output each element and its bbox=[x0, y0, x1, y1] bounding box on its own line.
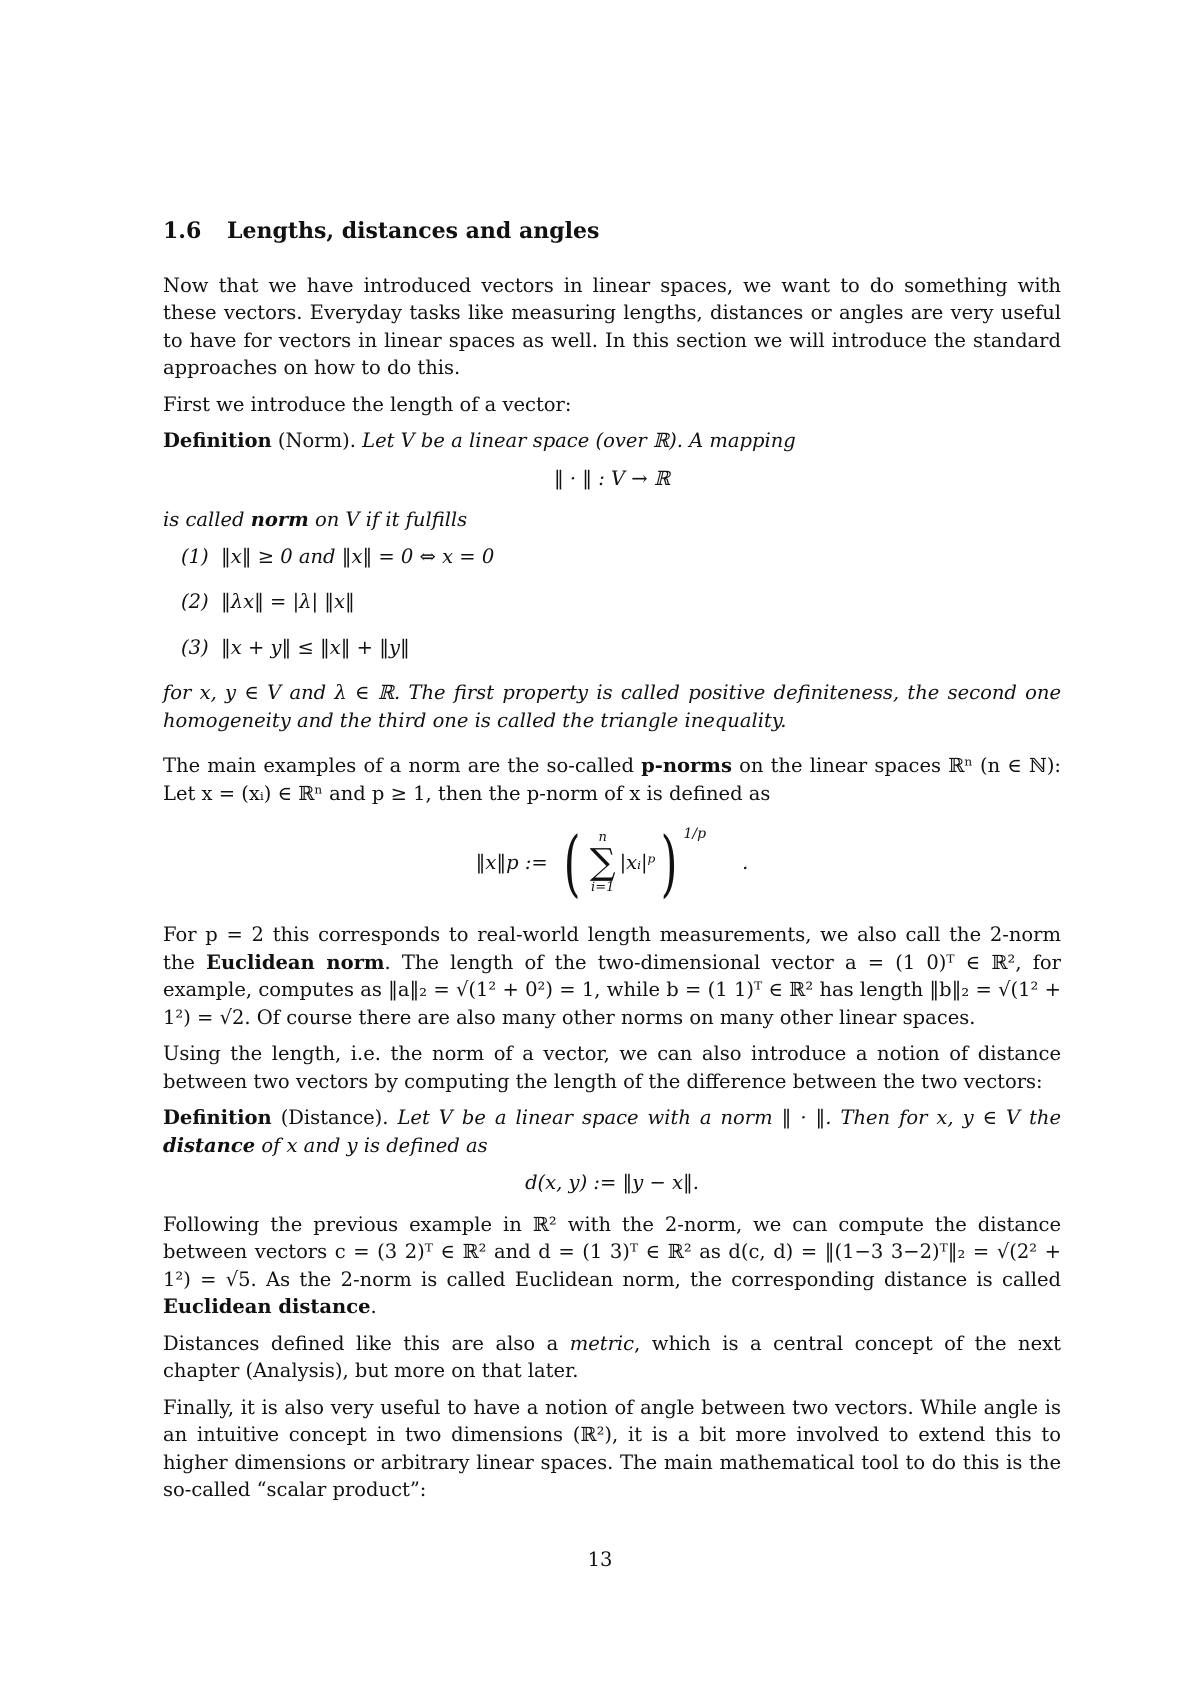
distance-formula: d(x, y) := ‖y − x‖. bbox=[525, 1171, 699, 1194]
euclidean-norm-term: Euclidean norm bbox=[206, 950, 385, 974]
definition-label: Definition bbox=[163, 1106, 272, 1129]
metric-text-1: Distances defined like this are also a bbox=[163, 1331, 570, 1355]
property-label: (2) bbox=[181, 590, 209, 613]
pnorm-lhs: ‖x‖p := bbox=[475, 851, 548, 875]
definition-body: Let V be a linear space (over ℝ). A mapping bbox=[362, 429, 796, 452]
metric-term: metric bbox=[569, 1331, 635, 1355]
pnorms-paragraph bbox=[163, 752, 1061, 807]
page-content bbox=[163, 218, 1061, 1513]
following-text-2: . bbox=[370, 1295, 377, 1318]
property-item bbox=[163, 543, 1061, 571]
norm-properties-list bbox=[163, 543, 1061, 662]
property-text: ‖λx‖ = |λ| ‖x‖ bbox=[221, 590, 355, 613]
section-title: Lengths, distances and angles bbox=[227, 218, 600, 244]
summand: |xᵢ|ᵖ bbox=[619, 851, 656, 875]
sum-upper-limit: n bbox=[598, 830, 607, 845]
pnorm-formula bbox=[163, 817, 1061, 909]
pnorms-term: p-norms bbox=[641, 754, 732, 777]
euclidean-distance-term: Euclidean distance bbox=[163, 1295, 371, 1318]
called-text-1: is called bbox=[163, 508, 251, 531]
distance-body-1: Let V be a linear space with a norm ‖ · ‖. Then for x, y ∈ V the bbox=[397, 1106, 1062, 1129]
euclidean-norm-paragraph bbox=[163, 921, 1061, 1031]
property-item bbox=[163, 634, 1061, 662]
distance-body-2: of x and y is defined as bbox=[255, 1133, 488, 1157]
definition-distance bbox=[163, 1104, 1061, 1159]
property-label: (1) bbox=[181, 544, 209, 568]
section-number: 1.6 bbox=[163, 218, 202, 244]
section-heading bbox=[163, 218, 1061, 246]
sum-operator bbox=[590, 830, 616, 896]
definition-label: Definition bbox=[163, 429, 272, 452]
intro-paragraph: Now that we have introduced vectors in linear spaces, we want to do something with these vectors. Everyday tasks like measuring lengths, distances or angles are very useful to have for vectors in linear spaces as well. In this section we will introduce the standard approaches on how to do this. bbox=[163, 273, 1061, 379]
property-label: (3) bbox=[181, 635, 209, 659]
euclid-text-1: For p = 2 this corresponds to real-world length measurements, we also call the 2-norm the bbox=[163, 923, 1061, 974]
angle-paragraph: Finally, it is also very useful to have a notion of angle between two vectors. While angle is an intuitive concept in two dimensions (ℝ²), it is a bit more involved to extend this to higher dimensions or arbitrary linear spaces. The main mathematical tool to do this is the so-called “scalar product”: bbox=[163, 1395, 1061, 1501]
pnorm-exponent: 1/p bbox=[683, 826, 707, 842]
norm-term: norm bbox=[250, 508, 309, 531]
property-text: ‖x‖ ≥ 0 and ‖x‖ = 0 ⇔ x = 0 bbox=[221, 544, 495, 568]
distance-term: distance bbox=[163, 1133, 256, 1157]
left-paren: ( bbox=[563, 821, 581, 905]
called-text-2: on V if it fulfills bbox=[308, 508, 468, 531]
property-item bbox=[163, 588, 1061, 616]
norm-called-line bbox=[163, 506, 1061, 534]
norm-mapping-formula: ‖ · ‖ : V → ℝ bbox=[553, 466, 671, 490]
first-paragraph: First we introduce the length of a vector: bbox=[163, 392, 572, 416]
metric-text-2: , which is a central concept of the next chapter (Analysis), but more on that later. bbox=[163, 1331, 1061, 1382]
metric-paragraph bbox=[163, 1330, 1061, 1385]
following-paragraph bbox=[163, 1211, 1061, 1321]
definition-name: (Norm). bbox=[277, 429, 356, 452]
formula-period: . bbox=[742, 851, 749, 875]
property-text: ‖x + y‖ ≤ ‖x‖ + ‖y‖ bbox=[221, 635, 410, 659]
norm-closing-text: for x, y ∈ V and λ ∈ ℝ. The first property is called positive definiteness, the second one homogeneity and the third one is called the triangle inequality. bbox=[163, 681, 1061, 732]
using-length-paragraph: Using the length, i.e. the norm of a vector, we can also introduce a notion of distance between two vectors by computing the length of the difference between the two vectors: bbox=[163, 1042, 1061, 1093]
pnorms-text-2: on the linear spaces ℝⁿ (n ∈ ℕ): Let x = (xᵢ) ∈ ℝⁿ and p ≥ 1, then the p-norm of x is defined as bbox=[163, 754, 1062, 805]
right-paren: ) bbox=[661, 821, 678, 905]
euclid-text-2: . The length of the two-dimensional vector a = (1 0)ᵀ ∈ ℝ², for example, computes as ‖a‖₂ = √(1² + 0²) = 1, while b = (1 1)ᵀ ∈ ℝ² has length ‖b‖₂ = √(1² + 1²) = √2. Of course there are also many other norms on many other linear spaces. bbox=[163, 950, 1061, 1029]
definition-name: (Distance). bbox=[280, 1106, 389, 1129]
following-text-1: Following the previous example in ℝ² with the 2-norm, we can compute the distance between vectors c = (3 2)ᵀ ∈ ℝ² and d = (1 3)ᵀ ∈ ℝ² as d(c, d) = ‖(1−3 3−2)ᵀ‖₂ = √(2² + 1²) = √5. As the 2-norm is called Euclidean norm, the corresponding distance is called bbox=[163, 1212, 1061, 1291]
sigma-symbol: ∑ bbox=[589, 842, 616, 883]
pnorms-text-1: The main examples of a norm are the so-called bbox=[163, 754, 642, 777]
sum-lower-limit: i=1 bbox=[591, 880, 615, 895]
definition-norm bbox=[163, 427, 1061, 455]
page-number: 13 bbox=[587, 1548, 613, 1571]
